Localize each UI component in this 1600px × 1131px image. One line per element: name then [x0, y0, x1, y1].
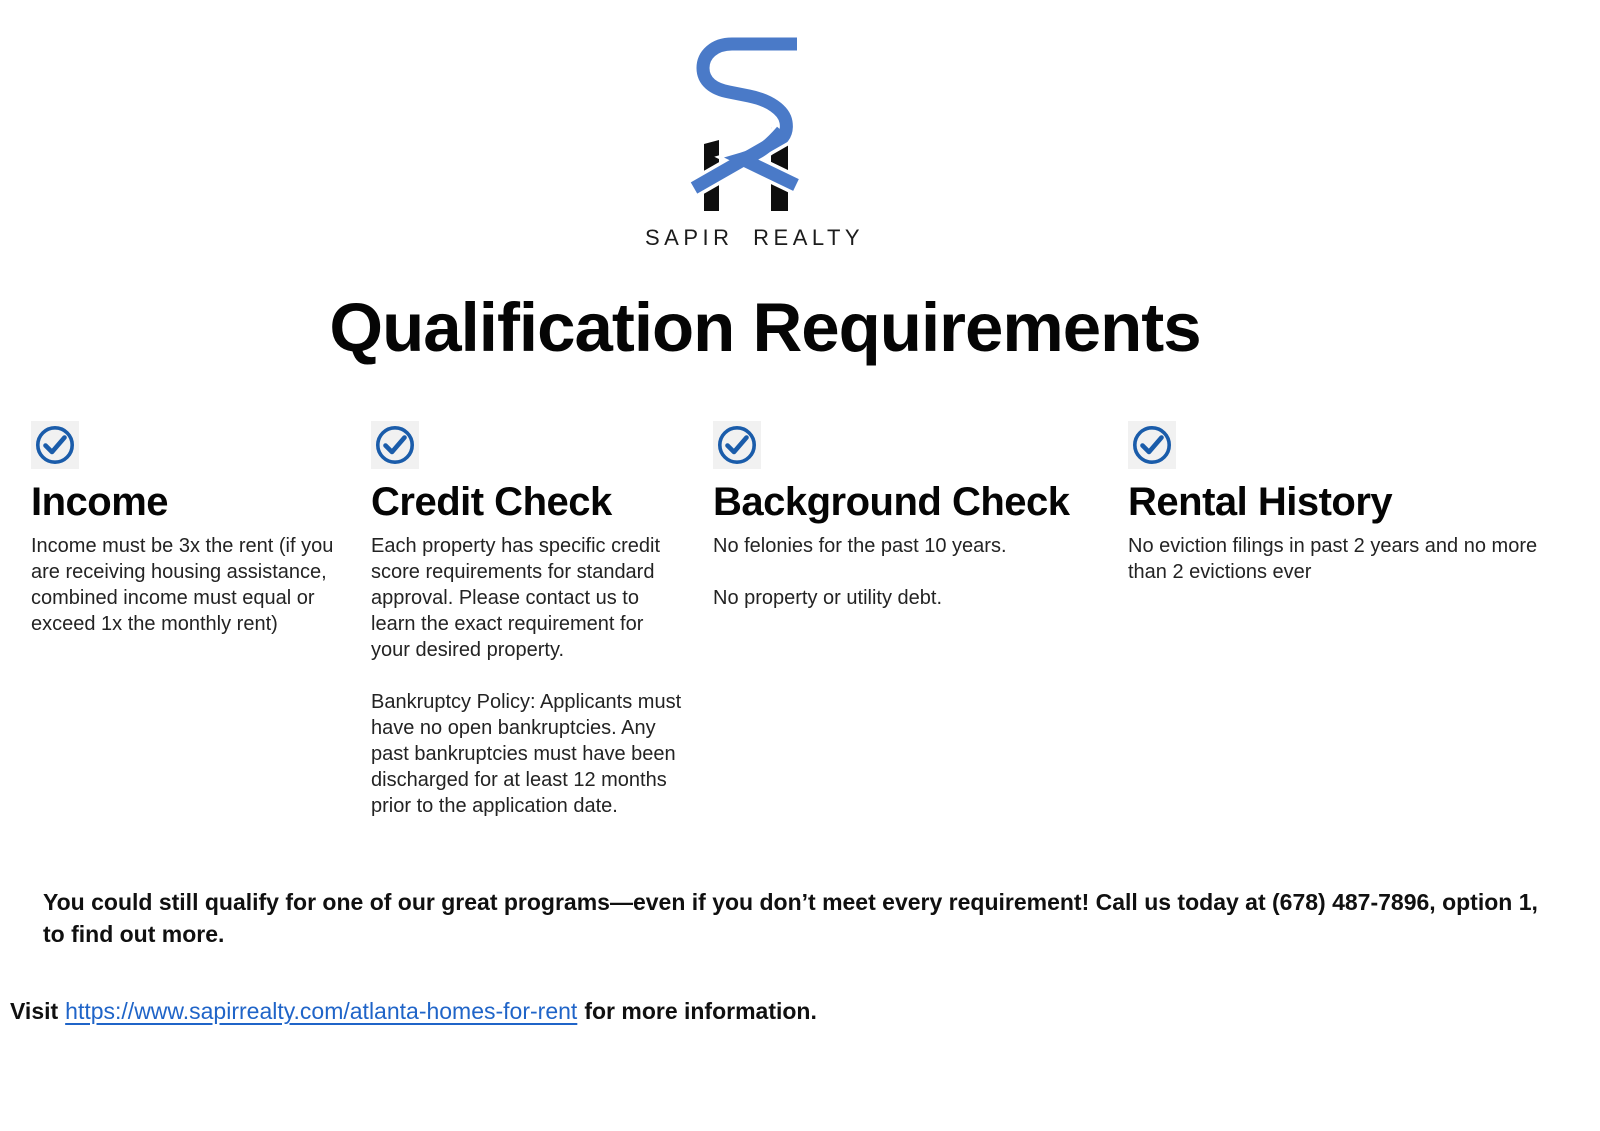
requirement-income — [31, 421, 353, 637]
requirements-grid — [31, 421, 1573, 819]
cta-text: You could still qualify for one of our great programs—even if you don’t meet every requirement! Call us today at (678) 487-7896, option 1, to find out more. — [43, 889, 1538, 947]
requirement-title: Income — [31, 480, 169, 524]
requirement-title: Background Check — [713, 480, 1070, 524]
sapir-realty-monogram-icon — [687, 36, 817, 216]
brand-logo — [645, 36, 865, 251]
footer-prefix: Visit — [10, 998, 59, 1024]
footer-suffix: for more information. — [584, 998, 817, 1024]
check-circle-icon — [31, 421, 79, 469]
check-circle-icon — [371, 421, 419, 469]
requirement-background-check — [713, 421, 1093, 611]
requirement-title: Rental History — [1128, 480, 1393, 524]
requirement-credit-check — [371, 421, 686, 819]
brand-name: SAPIR REALTY — [645, 225, 865, 250]
website-link[interactable]: https://www.sapirrealty.com/atlanta-homes-for-rent — [65, 998, 578, 1024]
requirement-text: No felonies for the past 10 years. — [713, 535, 1007, 557]
requirement-title: Credit Check — [371, 480, 612, 524]
requirement-rental-history — [1128, 421, 1573, 585]
footer-text — [10, 998, 817, 1025]
requirement-text: No property or utility debt. — [713, 587, 942, 609]
check-circle-icon — [1128, 421, 1176, 469]
requirement-text: Each property has specific credit score requirements for standard approval. Please contact us to learn the exact requirement for your desired property. — [371, 535, 661, 661]
requirement-text: Income must be 3x the rent (if you are receiving housing assistance, combined income must equal or exceed 1x the monthly rent) — [31, 535, 334, 635]
page-title: Qualification Requirements — [329, 289, 1201, 366]
check-circle-icon — [713, 421, 761, 469]
requirement-text: No eviction filings in past 2 years and no more than 2 evictions ever — [1128, 535, 1538, 583]
requirement-text: Bankruptcy Policy: Applicants must have no open bankruptcies. Any past bankruptcies must have been discharged for at least 12 months prior to the application date. — [371, 691, 682, 817]
